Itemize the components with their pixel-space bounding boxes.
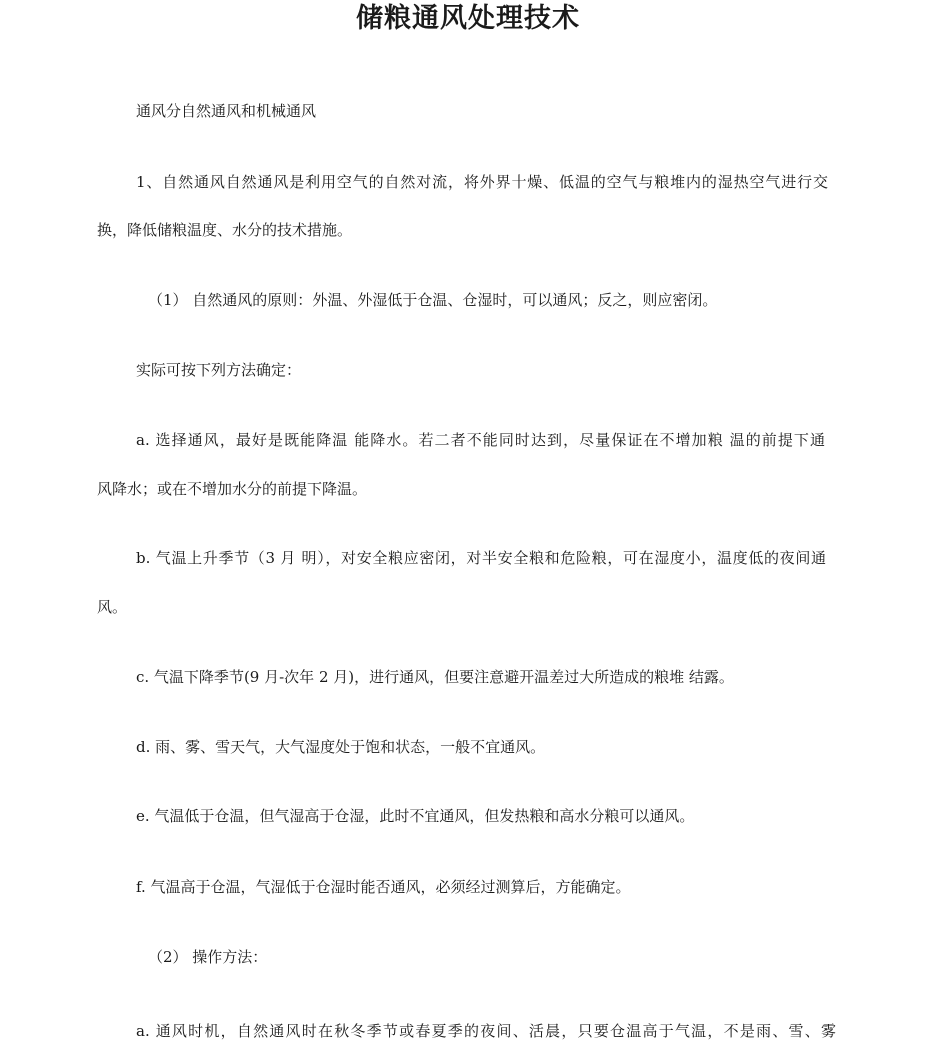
section1-line2: 换，降低储粮温度、水分的技术措施。: [97, 221, 353, 239]
item-b-line1: b. 气温上升季节（3 月 明），对安全粮应密闭，对半安全粮和危险粮，可在湿度小，温度低的夜间通: [136, 549, 826, 567]
item-c: c. 气温下降季节(9 月-次年 2 月)，进行通风，但要注意避开温差过大所造成的粮堆 结露。: [136, 668, 734, 686]
op-a-line1: a. 通风时机，自然通风时在秋冬季节或春夏季的夜间、活晨，只要仓温高于气温，不是雨、雪、雾: [136, 1022, 836, 1040]
principle-paragraph: （1） 自然通风的原则：外温、外湿低于仓温、仓湿时，可以通风；反之，则应密闭。: [148, 291, 718, 309]
item-d: d. 雨、雾、雪天气，大气湿度处于饱和状态，一般不宜通风。: [136, 738, 546, 756]
item-b-line2: 风。: [97, 598, 128, 616]
intro-paragraph: 通风分自然通风和机械通风: [136, 102, 317, 120]
operation-heading: （2） 操作方法：: [148, 948, 268, 966]
item-e: e. 气温低于仓温，但气湿高于仓湿，此时不宜通风，但发热粮和高水分粮可以通风。: [136, 807, 695, 825]
page-title: 储粮通风处理技术: [356, 3, 580, 34]
method-intro: 实际可按下列方法确定：: [136, 361, 302, 379]
item-a-line1: a. 选择通风，最好是既能降温 能降水。若二者不能同时达到，尽量保证在不增加粮 温的前提下通: [136, 431, 825, 449]
section1-line1: 1、自然通风自然通风是利用空气的自然对流，将外界十燥、低温的空气与粮堆内的湿热空气进行交: [136, 173, 828, 191]
item-a-line2: 风降水；或在不增加水分的前提下降温。: [97, 480, 368, 498]
item-f: f. 气温高于仓温，气湿低于仓湿时能否通风，必须经过测算后，方能确定。: [136, 878, 631, 896]
